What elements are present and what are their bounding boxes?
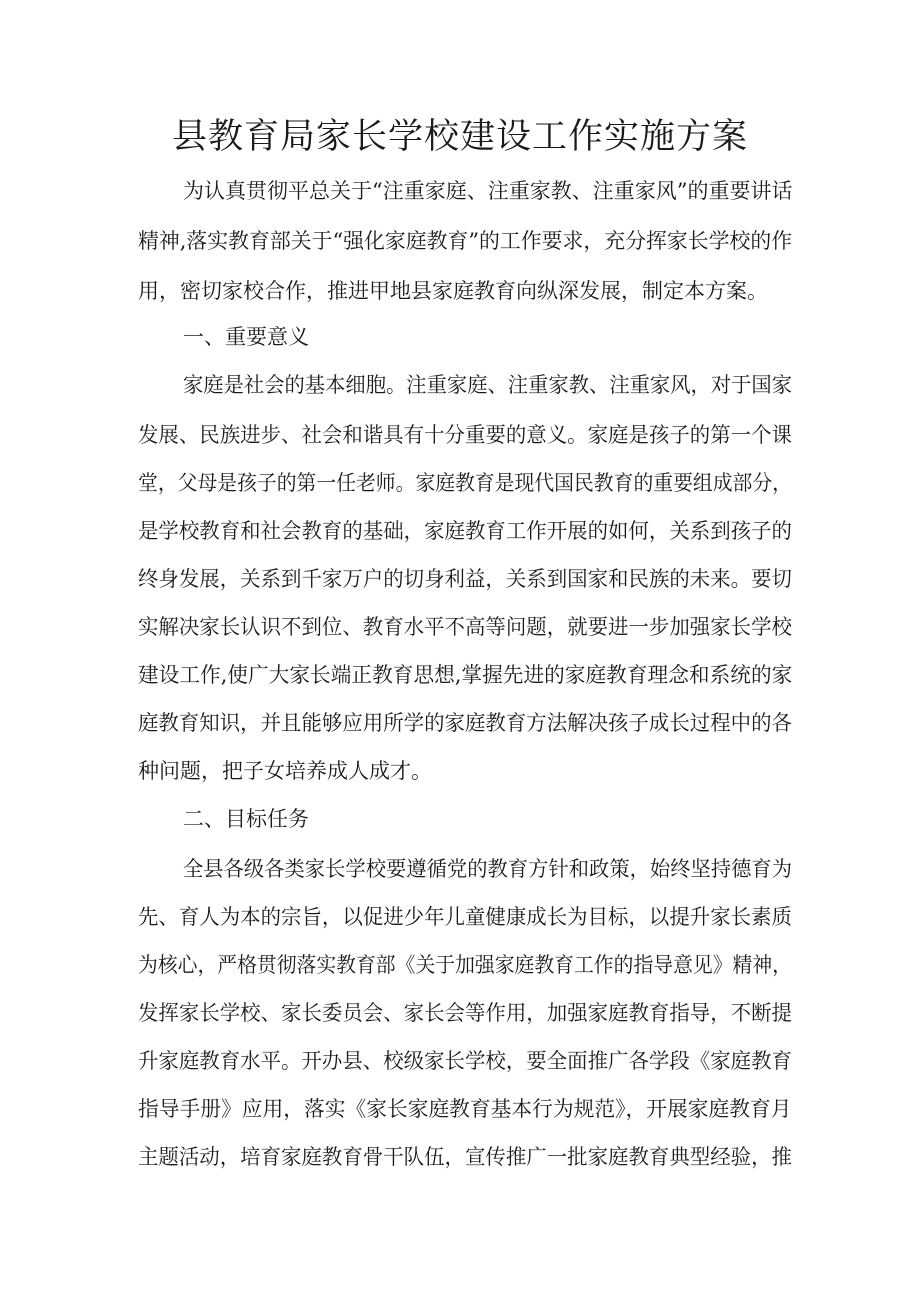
paragraph-3-line-4: 发挥家长学校、家长委员会、家长会等作用，加强家庭教育指导，不断提 [138, 1001, 792, 1025]
paragraph-1-line-1: 为认真贯彻平总关于“注重家庭、注重家教、注重家风”的重要讲话 [183, 179, 793, 203]
paragraph-2-line-7: 建设工作,使广大家长端正教育思想,掌握先进的家庭教育理念和系统的家 [138, 663, 793, 687]
paragraph-2-line-1: 家庭是社会的基本细胞。注重家庭、注重家教、注重家风，对于国家 [183, 373, 793, 397]
paragraph-3-line-1: 全县各级各类家长学校要遵循党的教育方针和政策，始终坚持德育为 [183, 857, 793, 881]
paragraph-3-line-2: 先、育人为本的宗旨，以促进少年儿童健康成长为目标，以提升家长素质 [138, 905, 792, 929]
paragraph-2-line-9: 种问题，把子女培养成人成才。 [138, 759, 432, 783]
section-heading-1: 一、重要意义 [183, 325, 309, 349]
paragraph-1-line-2: 精神,落实教育部关于“强化家庭教育”的工作要求，充分挥家长学校的作 [138, 229, 793, 253]
paragraph-3-line-5: 升家庭教育水平。开办县、校级家长学校，要全面推广各学段《家庭教育 [138, 1049, 792, 1073]
paragraph-2-line-6: 实解决家长认识不到位、教育水平不高等问题，就要进一步加强家长学校 [138, 615, 792, 639]
paragraph-2-line-3: 堂，父母是孩子的第一任老师。家庭教育是现代国民教育的重要组成部分， [138, 471, 792, 495]
paragraph-2-line-2: 发展、民族进步、社会和谐具有十分重要的意义。家庭是孩子的第一个课 [138, 423, 792, 447]
paragraph-1-line-3: 用，密切家校合作，推进甲地县家庭教育向纵深发展，制定本方案。 [138, 279, 768, 303]
document-title: 县教育局家长学校建设工作实施方案 [171, 117, 748, 157]
paragraph-3-line-6: 指导手册》应用，落实《家长家庭教育基本行为规范》，开展家庭教育月 [138, 1097, 792, 1121]
paragraph-2-line-4: 是学校教育和社会教育的基础，家庭教育工作开展的如何，关系到孩子的 [138, 519, 792, 543]
paragraph-2-line-8: 庭教育知识，并且能够应用所学的家庭教育方法解决孩子成长过程中的各 [138, 711, 792, 735]
paragraph-2-line-5: 终身发展，关系到千家万户的切身利益，关系到国家和民族的未来。要切 [138, 567, 792, 591]
section-heading-2: 二、目标任务 [183, 807, 309, 831]
paragraph-3-line-3: 为核心，严格贯彻落实教育部《关于加强家庭教育工作的指导意见》精神， [138, 953, 792, 977]
paragraph-3-line-7: 主题活动，培育家庭教育骨干队伍，宣传推广一批家庭教育典型经验，推 [138, 1145, 792, 1169]
